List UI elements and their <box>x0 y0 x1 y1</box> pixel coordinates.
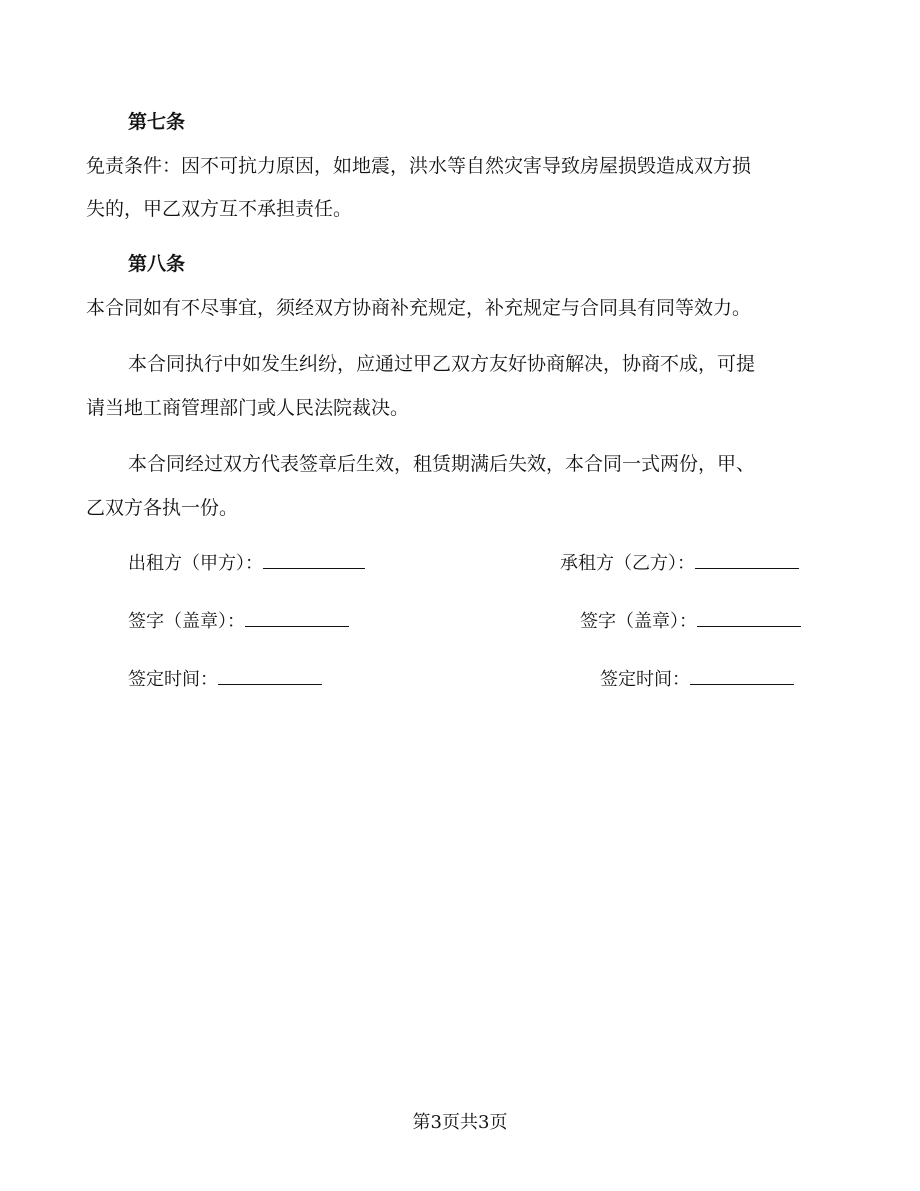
article7-heading: 第七条 <box>128 111 186 133</box>
article8-para2-line1: 本合同执行中如发生纠纷，应通过甲乙双方友好协商解决，协商不成，可提 <box>128 353 756 375</box>
lessee-signature-field <box>560 552 799 576</box>
article7-text-line2: 失的，甲乙双方互不承担责任。 <box>86 198 353 220</box>
lessee-date-field <box>600 668 794 692</box>
lessor-date-label: 签定时间： <box>128 669 218 690</box>
article8-para3-line1: 本合同经过双方代表签章后生效，租赁期满后失效，本合同一式两份，甲、 <box>128 453 756 475</box>
lessor-seal-field <box>128 610 349 634</box>
lessor-label: 出租方（甲方）： <box>128 553 263 574</box>
article8-para2-line2: 请当地工商管理部门或人民法院裁决。 <box>86 397 410 419</box>
article8-para3-line2: 乙双方各执一份。 <box>86 497 239 519</box>
lessee-seal-label: 签字（盖章）： <box>580 611 697 632</box>
page-indicator: 第3页共3页 <box>412 1112 508 1133</box>
lessor-seal-blank-line <box>245 610 349 627</box>
lessee-date-blank-line <box>690 668 794 685</box>
lessee-blank-line <box>695 552 799 569</box>
lessor-date-blank-line <box>218 668 322 685</box>
lessee-seal-blank-line <box>697 610 801 627</box>
lessee-label: 承租方（乙方）： <box>560 553 695 574</box>
lessor-blank-line <box>263 552 365 569</box>
article8-heading: 第八条 <box>128 253 186 275</box>
article8-para1: 本合同如有不尽事宜，须经双方协商补充规定，补充规定与合同具有同等效力。 <box>86 297 752 319</box>
lessor-seal-label: 签字（盖章）： <box>128 611 245 632</box>
article7-text-line1: 免责条件：因不可抗力原因，如地震，洪水等自然灾害导致房屋损毁造成双方损 <box>86 155 752 177</box>
lessee-seal-field <box>580 610 801 634</box>
lessor-date-field <box>128 668 322 692</box>
lessor-signature-field <box>128 552 365 576</box>
lessee-date-label: 签定时间： <box>600 669 690 690</box>
